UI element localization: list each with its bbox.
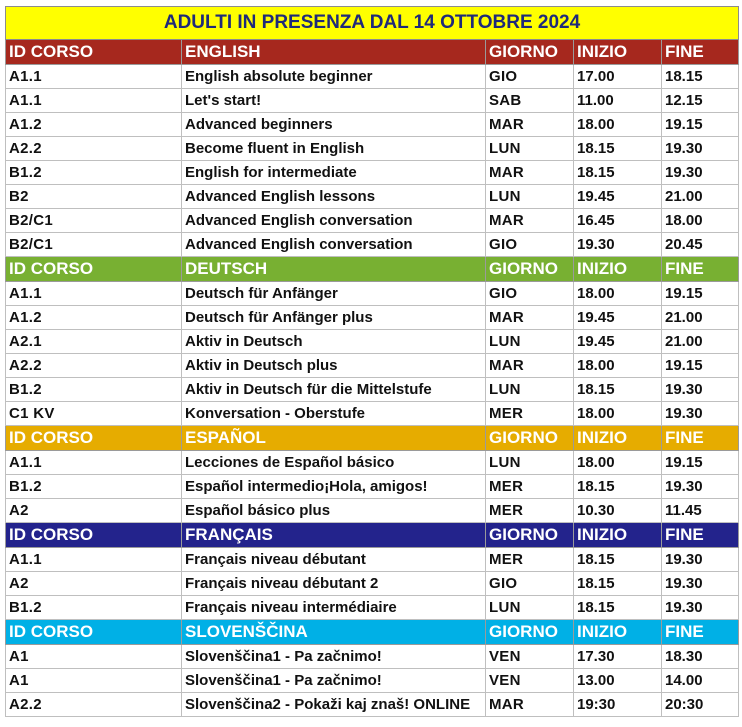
course-name-cell[interactable]: Aktiv in Deutsch für die Mittelstufe	[182, 378, 486, 402]
course-name-cell[interactable]: Español básico plus	[182, 499, 486, 523]
table-row	[6, 65, 739, 89]
start-time-cell[interactable]: 17.30	[574, 645, 662, 669]
end-time-cell[interactable]: 19.30	[662, 475, 739, 499]
day-cell[interactable]: MAR	[486, 113, 574, 137]
table-row	[6, 113, 739, 137]
course-name-cell[interactable]: Slovenščina2 - Pokaži kaj znaš! ONLINE	[182, 693, 486, 717]
header-id-corso: ID CORSO	[6, 426, 182, 451]
course-id-cell[interactable]: A2.2	[6, 137, 182, 161]
end-time-cell[interactable]: 18.30	[662, 645, 739, 669]
course-name-cell[interactable]: Slovenščina1 - Pa začnimo!	[182, 669, 486, 693]
header-language: SLOVENŠČINA	[182, 620, 486, 645]
course-id-cell[interactable]: A1.1	[6, 65, 182, 89]
start-time-cell[interactable]: 19.45	[574, 330, 662, 354]
start-time-cell[interactable]: 19.45	[574, 306, 662, 330]
start-time-cell[interactable]: 17.00	[574, 65, 662, 89]
course-name-cell[interactable]: English for intermediate	[182, 161, 486, 185]
end-time-cell[interactable]: 19.30	[662, 548, 739, 572]
start-time-cell[interactable]: 18.15	[574, 378, 662, 402]
course-id-cell[interactable]: B1.2	[6, 596, 182, 620]
header-giorno: GIORNO	[486, 523, 574, 548]
end-time-cell[interactable]: 11.45	[662, 499, 739, 523]
course-id-cell[interactable]: C1 KV	[6, 402, 182, 426]
day-cell[interactable]: MER	[486, 475, 574, 499]
course-id-cell[interactable]: B2/C1	[6, 233, 182, 257]
end-time-cell[interactable]: 19.30	[662, 596, 739, 620]
start-time-cell[interactable]: 18.15	[574, 572, 662, 596]
header-fine: FINE	[662, 40, 739, 65]
course-id-cell[interactable]: B1.2	[6, 161, 182, 185]
day-cell[interactable]: MER	[486, 548, 574, 572]
course-id-cell[interactable]: A1	[6, 669, 182, 693]
course-id-cell[interactable]: A2.2	[6, 693, 182, 717]
title-row	[6, 7, 739, 40]
header-language: ENGLISH	[182, 40, 486, 65]
table-row	[6, 693, 739, 717]
course-id-cell[interactable]: A1.1	[6, 89, 182, 113]
course-schedule-table	[5, 6, 739, 717]
table-row	[6, 378, 739, 402]
end-time-cell[interactable]: 21.00	[662, 306, 739, 330]
course-id-cell[interactable]: A1.1	[6, 451, 182, 475]
start-time-cell[interactable]: 18.15	[574, 161, 662, 185]
table-row	[6, 669, 739, 693]
start-time-cell[interactable]: 16.45	[574, 209, 662, 233]
header-inizio: INIZIO	[574, 257, 662, 282]
course-name-cell[interactable]: Deutsch für Anfänger	[182, 282, 486, 306]
day-cell[interactable]: GIO	[486, 572, 574, 596]
end-time-cell[interactable]: 19.30	[662, 402, 739, 426]
header-giorno: GIORNO	[486, 620, 574, 645]
start-time-cell[interactable]: 18.15	[574, 548, 662, 572]
start-time-cell[interactable]: 19.30	[574, 233, 662, 257]
section-header-espanol	[6, 426, 739, 451]
table-row	[6, 233, 739, 257]
header-id-corso: ID CORSO	[6, 620, 182, 645]
end-time-cell[interactable]: 19.30	[662, 137, 739, 161]
day-cell[interactable]: LUN	[486, 378, 574, 402]
table-row	[6, 645, 739, 669]
table-row	[6, 330, 739, 354]
section-header-slovenscina	[6, 620, 739, 645]
end-time-cell[interactable]: 19.15	[662, 451, 739, 475]
day-cell[interactable]: LUN	[486, 330, 574, 354]
sheet-title: ADULTI IN PRESENZA DAL 14 OTTOBRE 2024	[6, 7, 739, 40]
course-name-cell[interactable]: Advanced beginners	[182, 113, 486, 137]
day-cell[interactable]: MAR	[486, 306, 574, 330]
course-name-cell[interactable]: Español intermedio¡Hola, amigos!	[182, 475, 486, 499]
day-cell[interactable]: LUN	[486, 596, 574, 620]
table-row	[6, 89, 739, 113]
course-id-cell[interactable]: B2	[6, 185, 182, 209]
header-inizio: INIZIO	[574, 523, 662, 548]
day-cell[interactable]: VEN	[486, 669, 574, 693]
end-time-cell[interactable]: 20:30	[662, 693, 739, 717]
course-name-cell[interactable]: Become fluent in English	[182, 137, 486, 161]
end-time-cell[interactable]: 20.45	[662, 233, 739, 257]
course-name-cell[interactable]: Advanced English lessons	[182, 185, 486, 209]
day-cell[interactable]: SAB	[486, 89, 574, 113]
header-language: DEUTSCH	[182, 257, 486, 282]
day-cell[interactable]: LUN	[486, 451, 574, 475]
day-cell[interactable]: MAR	[486, 693, 574, 717]
start-time-cell[interactable]: 18.00	[574, 354, 662, 378]
start-time-cell[interactable]: 18.15	[574, 596, 662, 620]
course-name-cell[interactable]: Français niveau débutant	[182, 548, 486, 572]
day-cell[interactable]: GIO	[486, 233, 574, 257]
day-cell[interactable]: VEN	[486, 645, 574, 669]
table-row	[6, 137, 739, 161]
header-giorno: GIORNO	[486, 426, 574, 451]
course-id-cell[interactable]: A1	[6, 645, 182, 669]
day-cell[interactable]: GIO	[486, 65, 574, 89]
day-cell[interactable]: MAR	[486, 354, 574, 378]
course-name-cell[interactable]: Advanced English conversation	[182, 209, 486, 233]
day-cell[interactable]: MAR	[486, 209, 574, 233]
header-fine: FINE	[662, 620, 739, 645]
start-time-cell[interactable]: 11.00	[574, 89, 662, 113]
section-header-francais	[6, 523, 739, 548]
header-language: FRANÇAIS	[182, 523, 486, 548]
table-row	[6, 572, 739, 596]
table-row	[6, 354, 739, 378]
header-id-corso: ID CORSO	[6, 523, 182, 548]
start-time-cell[interactable]: 19.45	[574, 185, 662, 209]
course-name-cell[interactable]: Let's start!	[182, 89, 486, 113]
course-name-cell[interactable]: Lecciones de Español básico	[182, 451, 486, 475]
course-id-cell[interactable]: A1.1	[6, 548, 182, 572]
course-id-cell[interactable]: A2	[6, 499, 182, 523]
end-time-cell[interactable]: 18.15	[662, 65, 739, 89]
course-id-cell[interactable]: A2	[6, 572, 182, 596]
course-name-cell[interactable]: English absolute beginner	[182, 65, 486, 89]
header-id-corso: ID CORSO	[6, 257, 182, 282]
table-row	[6, 306, 739, 330]
table-row	[6, 499, 739, 523]
table-row	[6, 475, 739, 499]
table-row	[6, 161, 739, 185]
end-time-cell[interactable]: 21.00	[662, 185, 739, 209]
course-id-cell[interactable]: A2.2	[6, 354, 182, 378]
day-cell[interactable]: LUN	[486, 137, 574, 161]
header-fine: FINE	[662, 426, 739, 451]
header-inizio: INIZIO	[574, 40, 662, 65]
start-time-cell[interactable]: 18.15	[574, 137, 662, 161]
course-name-cell[interactable]: Français niveau intermédiaire	[182, 596, 486, 620]
table-row	[6, 451, 739, 475]
end-time-cell[interactable]: 12.15	[662, 89, 739, 113]
course-id-cell[interactable]: A1.1	[6, 282, 182, 306]
day-cell[interactable]: MER	[486, 499, 574, 523]
start-time-cell[interactable]: 10.30	[574, 499, 662, 523]
course-name-cell[interactable]: Deutsch für Anfänger plus	[182, 306, 486, 330]
day-cell[interactable]: LUN	[486, 185, 574, 209]
end-time-cell[interactable]: 19.15	[662, 354, 739, 378]
course-name-cell[interactable]: Advanced English conversation	[182, 233, 486, 257]
course-id-cell[interactable]: B1.2	[6, 475, 182, 499]
table-row	[6, 596, 739, 620]
header-fine: FINE	[662, 523, 739, 548]
end-time-cell[interactable]: 21.00	[662, 330, 739, 354]
end-time-cell[interactable]: 19.30	[662, 161, 739, 185]
table-row	[6, 548, 739, 572]
course-id-cell[interactable]: A1.2	[6, 306, 182, 330]
table-row	[6, 209, 739, 233]
table-row	[6, 402, 739, 426]
end-time-cell[interactable]: 19.15	[662, 282, 739, 306]
course-name-cell[interactable]: Slovenščina1 - Pa začnimo!	[182, 645, 486, 669]
header-fine: FINE	[662, 257, 739, 282]
start-time-cell[interactable]: 18.00	[574, 282, 662, 306]
start-time-cell[interactable]: 18.00	[574, 451, 662, 475]
course-id-cell[interactable]: A2.1	[6, 330, 182, 354]
end-time-cell[interactable]: 19.30	[662, 572, 739, 596]
course-id-cell[interactable]: A1.2	[6, 113, 182, 137]
start-time-cell[interactable]: 13.00	[574, 669, 662, 693]
course-id-cell[interactable]: B1.2	[6, 378, 182, 402]
start-time-cell[interactable]: 18.15	[574, 475, 662, 499]
course-id-cell[interactable]: B2/C1	[6, 209, 182, 233]
section-header-deutsch	[6, 257, 739, 282]
section-header-english	[6, 40, 739, 65]
course-schedule-sheet	[5, 6, 738, 717]
course-name-cell[interactable]: Aktiv in Deutsch plus	[182, 354, 486, 378]
header-language: ESPAÑOL	[182, 426, 486, 451]
start-time-cell[interactable]: 18.00	[574, 402, 662, 426]
start-time-cell[interactable]: 18.00	[574, 113, 662, 137]
end-time-cell[interactable]: 18.00	[662, 209, 739, 233]
header-id-corso: ID CORSO	[6, 40, 182, 65]
end-time-cell[interactable]: 14.00	[662, 669, 739, 693]
day-cell[interactable]: GIO	[486, 282, 574, 306]
end-time-cell[interactable]: 19.30	[662, 378, 739, 402]
course-name-cell[interactable]: Aktiv in Deutsch	[182, 330, 486, 354]
header-inizio: INIZIO	[574, 620, 662, 645]
header-inizio: INIZIO	[574, 426, 662, 451]
header-giorno: GIORNO	[486, 257, 574, 282]
start-time-cell[interactable]: 19:30	[574, 693, 662, 717]
header-giorno: GIORNO	[486, 40, 574, 65]
day-cell[interactable]: MAR	[486, 161, 574, 185]
end-time-cell[interactable]: 19.15	[662, 113, 739, 137]
table-row	[6, 185, 739, 209]
day-cell[interactable]: MER	[486, 402, 574, 426]
course-name-cell[interactable]: Français niveau débutant 2	[182, 572, 486, 596]
table-row	[6, 282, 739, 306]
course-name-cell[interactable]: Konversation - Oberstufe	[182, 402, 486, 426]
